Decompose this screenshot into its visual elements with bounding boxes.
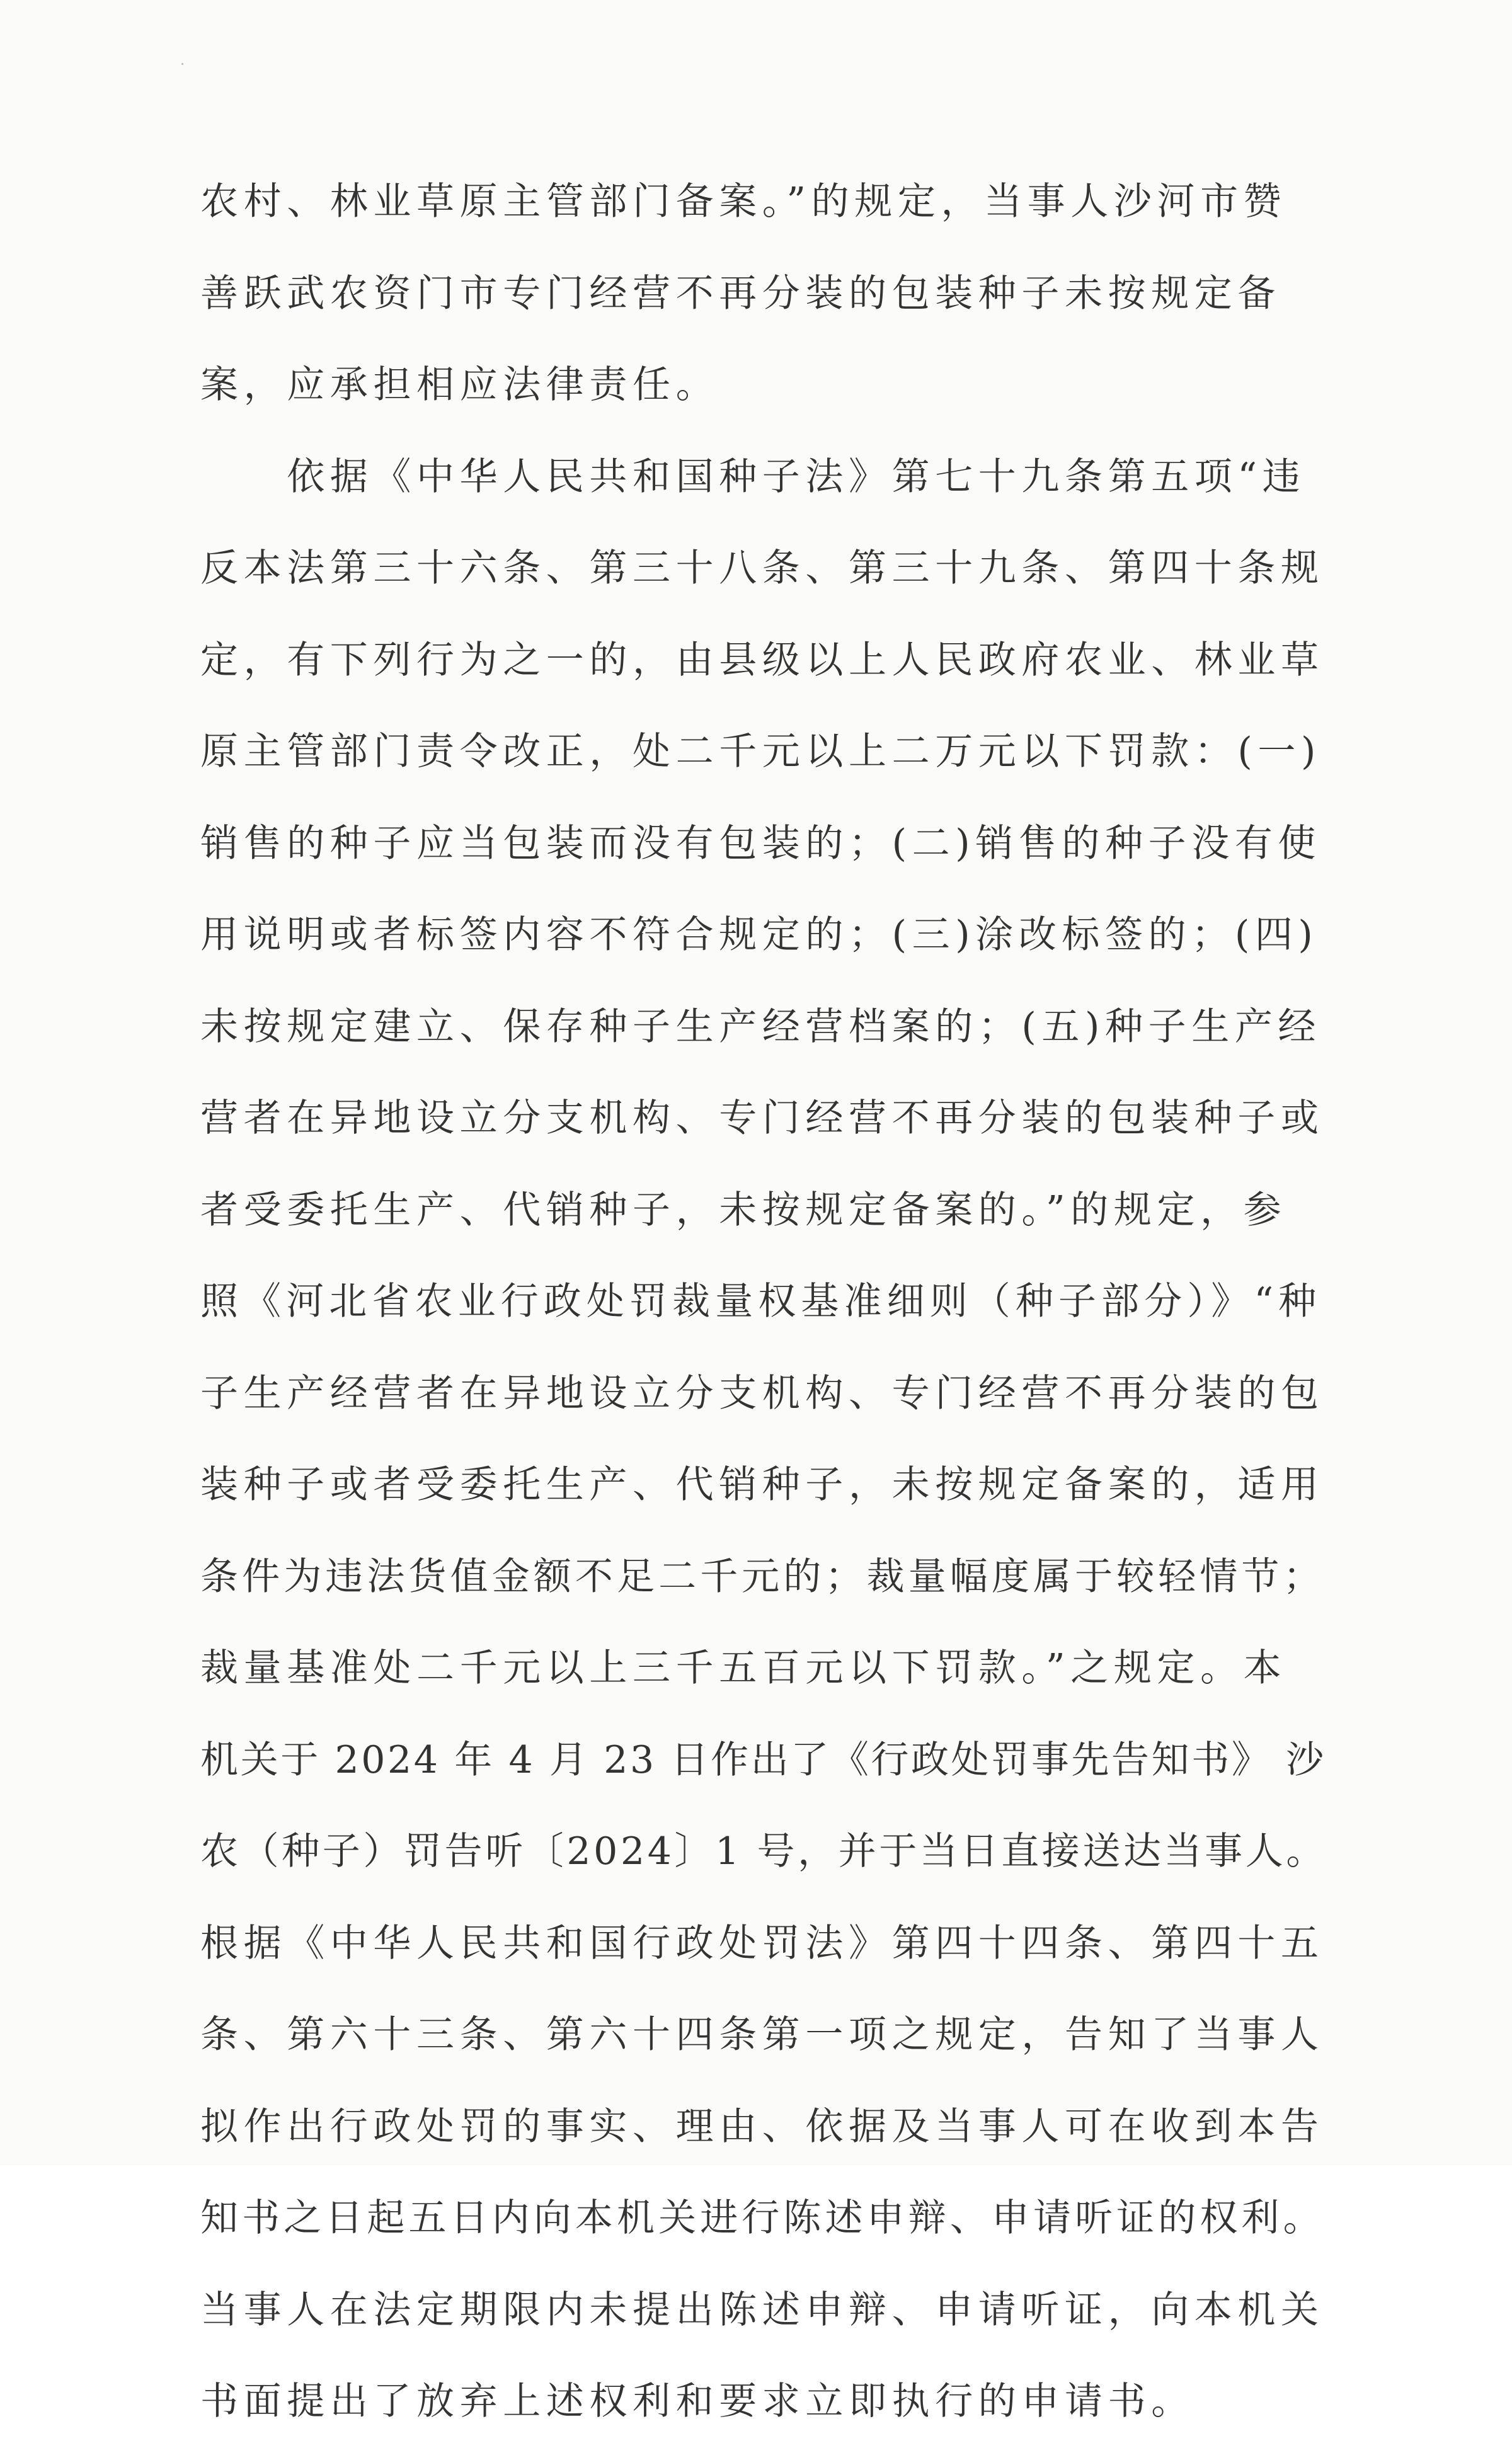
body-line: 拟作出行政处罚的事实、理由、依据及当事人可在收到本告: [200, 2104, 1324, 2149]
body-line: 根据《中华人民共和国行政处罚法》第四十四条、第四十五: [200, 1921, 1324, 1965]
body-line: 装种子或者受委托生产、代销种子，未按规定备案的，适用: [200, 1463, 1324, 1507]
body-line: 当事人在法定期限内未提出陈述申辩、申请听证，向本机关: [200, 2287, 1324, 2332]
body-line: 照《河北省农业行政处罚裁量权基准细则（种子部分）》“种: [200, 1279, 1322, 1324]
body-line: 案，应承担相应法律责任。: [200, 363, 719, 407]
body-line: 销售的种子应当包装而没有包装的；(二)销售的种子没有使: [200, 821, 1322, 866]
body-line: 裁量基准处二千元以上三千五百元以下罚款。”之规定。本: [200, 1646, 1287, 1690]
body-line: 机关于 2024 年 4 月 23 日作出了《行政处罚事先告知书》 沙: [200, 1737, 1326, 1782]
scan-speck: [181, 63, 183, 65]
body-line: 未按规定建立、保存种子生产经营档案的；(五)种子生产经: [200, 1004, 1322, 1049]
document-body: [200, 156, 1328, 2448]
body-line: 农村、林业草原主管部门备案。”的规定，当事人沙河市赞: [200, 180, 1287, 224]
body-line: 知书之日起五日内向本机关进行陈述申辩、申请听证的权利。: [200, 2196, 1325, 2240]
body-line: 用说明或者标签内容不符合规定的；(三)涂改标签的；(四): [200, 913, 1319, 957]
body-line: 原主管部门责令改正，处二千元以上二万元以下罚款：(一): [200, 729, 1322, 774]
body-line: 依据《中华人民共和国种子法》第七十九条第五项“违: [200, 454, 1306, 499]
body-line: 条件为违法货值金额不足二千元的；裁量幅度属于较轻情节；: [200, 1554, 1325, 1599]
body-line: 善跃武农资门市专门经营不再分装的包装种子未按规定备: [200, 271, 1281, 316]
body-line: 农（种子）罚告听〔2024〕1 号，并于当日直接送达当事人。: [200, 1829, 1327, 1873]
body-line: 条、第六十三条、第六十四条第一项之规定，告知了当事人: [200, 2013, 1324, 2057]
body-line: 者受委托生产、代销种子，未按规定备案的。”的规定，参: [200, 1187, 1287, 1232]
body-line: 书面提出了放弃上述权利和要求立即执行的申请书。: [200, 2379, 1194, 2423]
body-line: 营者在异地设立分支机构、专门经营不再分装的包装种子或: [200, 1096, 1324, 1140]
body-line: 反本法第三十六条、第三十八条、第三十九条、第四十条规: [200, 546, 1324, 590]
body-line: 定，有下列行为之一的，由县级以上人民政府农业、林业草: [200, 638, 1324, 682]
body-line: 子生产经营者在异地设立分支机构、专门经营不再分装的包: [200, 1371, 1324, 1416]
